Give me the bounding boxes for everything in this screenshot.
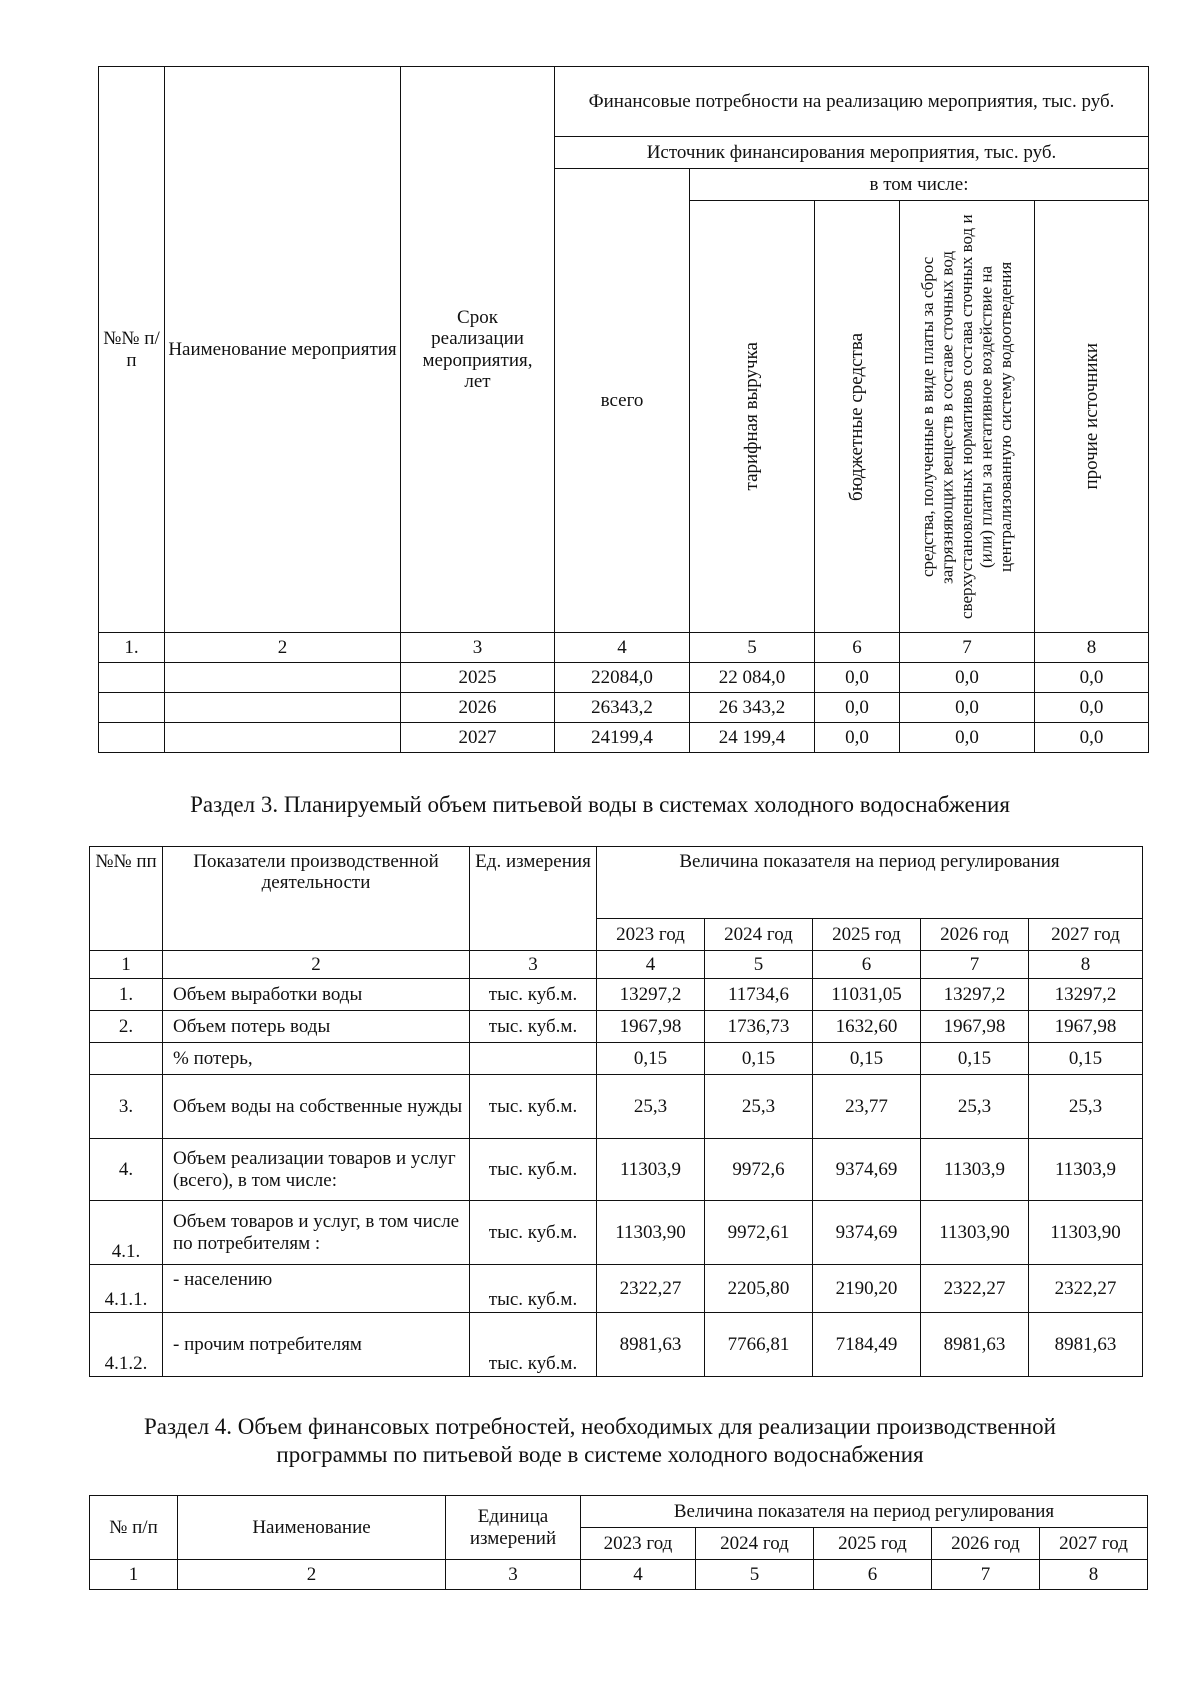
col-number: 7 [932,1560,1040,1590]
table-row [90,1075,1143,1139]
cell-unit: тыс. куб.м. [470,1075,597,1139]
cell-value: 11303,9 [1029,1139,1143,1201]
cell-value: 25,3 [1029,1075,1143,1139]
cell-unit: тыс. куб.м. [470,1201,597,1265]
cell-num: 3. [90,1075,163,1139]
cell-name: Объем товаров и услуг, в том числе по потребителям : [163,1201,470,1265]
section3-title: Раздел 3. Планируемый объем питьевой воды в системах холодного водоснабжения [190,792,1010,817]
cell-num [90,1043,163,1075]
cell-value: 1736,73 [705,1011,813,1043]
cell-value: 1967,98 [1029,1011,1143,1043]
col-header-year: 2023 год [581,1528,696,1560]
cell-value: 11303,90 [597,1201,705,1265]
cell-budget: 0,0 [815,663,900,693]
cell-other: 0,0 [1035,723,1149,753]
cell-value: 1967,98 [921,1011,1029,1043]
col-number: 8 [1029,951,1143,979]
cell-value: 9374,69 [813,1139,921,1201]
col-header-year: 2025 год [814,1528,932,1560]
financial-needs-table [89,1495,1148,1590]
cell-value: 9972,61 [705,1201,813,1265]
table-row [99,693,1149,723]
cell-name: Объем потерь воды [163,1011,470,1043]
cell-total: 24199,4 [555,723,690,753]
cell-num: 4.1.2. [90,1313,163,1377]
cell-value: 8981,63 [1029,1313,1143,1377]
cell-year: 2027 [401,723,555,753]
cell-value: 7184,49 [813,1313,921,1377]
cell-fees: 0,0 [900,693,1035,723]
col-number: 5 [705,951,813,979]
cell-total: 26343,2 [555,693,690,723]
cell-value: 1967,98 [597,1011,705,1043]
cell-value: 11303,9 [597,1139,705,1201]
col-number: 1 [90,1560,178,1590]
section4-title: Раздел 4. Объем финансовых потребностей, необходимых для реализации производственной программы по питьевой воде в системе холодного водоснабжения [144,1414,1056,1467]
cell-value: 11303,90 [1029,1201,1143,1265]
cell-unit: тыс. куб.м. [470,979,597,1011]
cell-name [165,693,401,723]
cell-unit: тыс. куб.м. [470,1139,597,1201]
cell-value: 0,15 [813,1043,921,1075]
col-header-num: №№ п/п [99,67,165,633]
col-header-other: прочие источники [1035,201,1149,633]
cell-total: 22084,0 [555,663,690,693]
col-number: 6 [813,951,921,979]
col-number: 2 [165,633,401,663]
table-row [90,1313,1143,1377]
col-header-fin-source: Источник финансирования мероприятия, тыс. руб. [555,137,1149,169]
cell-value: 0,15 [597,1043,705,1075]
cell-value: 13297,2 [921,979,1029,1011]
table-row [90,1265,1143,1313]
cell-value: 0,15 [705,1043,813,1075]
cell-num [99,693,165,723]
col-header-num: № п/п [90,1496,178,1560]
cell-year: 2025 [401,663,555,693]
col-number: 5 [690,633,815,663]
col-header-name: Наименование мероприятия [165,67,401,633]
col-header-value: Величина показателя на период регулирования [581,1496,1148,1528]
col-header-fin-needs: Финансовые потребности на реализацию мероприятия, тыс. руб. [555,67,1149,137]
col-header-total: всего [555,169,690,633]
cell-other: 0,0 [1035,663,1149,693]
col-number: 4 [555,633,690,663]
cell-value: 2322,27 [921,1265,1029,1313]
table-row [90,1201,1143,1265]
cell-value: 25,3 [921,1075,1029,1139]
cell-value: 2205,80 [705,1265,813,1313]
col-number: 2 [178,1560,446,1590]
cell-name: - населению [163,1265,470,1313]
col-header-term: Срок реализации мероприятия, лет [401,67,555,633]
cell-name [165,663,401,693]
cell-value: 8981,63 [921,1313,1029,1377]
cell-budget: 0,0 [815,693,900,723]
cell-tariff: 24 199,4 [690,723,815,753]
table-row [99,723,1149,753]
col-number: 3 [470,951,597,979]
cell-value: 11031,05 [813,979,921,1011]
cell-value: 11734,6 [705,979,813,1011]
col-number: 4 [597,951,705,979]
col-header-year: 2023 год [597,919,705,951]
cell-value: 9972,6 [705,1139,813,1201]
cell-value: 13297,2 [597,979,705,1011]
col-header-year: 2026 год [932,1528,1040,1560]
col-header-unit: Ед. измерения [470,847,597,951]
cell-value: 0,15 [1029,1043,1143,1075]
cell-value: 2190,20 [813,1265,921,1313]
col-header-value: Величина показателя на период регулирования [597,847,1143,919]
cell-num: 4. [90,1139,163,1201]
cell-value: 25,3 [597,1075,705,1139]
table-row [99,663,1149,693]
col-number: 5 [696,1560,814,1590]
col-header-num: №№ пп [90,847,163,951]
table-row [90,979,1143,1011]
financing-table [98,66,1149,753]
col-number: 6 [814,1560,932,1590]
cell-value: 2322,27 [1029,1265,1143,1313]
cell-value: 9374,69 [813,1201,921,1265]
col-header-including: в том числе: [690,169,1149,201]
cell-unit: тыс. куб.м. [470,1313,597,1377]
cell-unit [470,1043,597,1075]
col-number: 4 [581,1560,696,1590]
cell-value: 2322,27 [597,1265,705,1313]
cell-name: % потерь, [163,1043,470,1075]
cell-value: 8981,63 [597,1313,705,1377]
table-row [90,1139,1143,1201]
cell-value: 13297,2 [1029,979,1143,1011]
col-number: 1 [90,951,163,979]
cell-name [165,723,401,753]
col-number: 3 [446,1560,581,1590]
cell-num [99,723,165,753]
cell-num: 4.1.1. [90,1265,163,1313]
cell-num: 1. [90,979,163,1011]
cell-name: - прочим потребителям [163,1313,470,1377]
cell-value: 11303,9 [921,1139,1029,1201]
col-number: 8 [1040,1560,1148,1590]
cell-value: 11303,90 [921,1201,1029,1265]
cell-name: Объем выработки воды [163,979,470,1011]
cell-value: 25,3 [705,1075,813,1139]
col-number: 7 [900,633,1035,663]
col-number: 7 [921,951,1029,979]
cell-unit: тыс. куб.м. [470,1265,597,1313]
col-header-tariff: тарифная выручка [690,201,815,633]
cell-tariff: 26 343,2 [690,693,815,723]
cell-value: 1632,60 [813,1011,921,1043]
cell-fees: 0,0 [900,723,1035,753]
cell-value: 23,77 [813,1075,921,1139]
col-number: 2 [163,951,470,979]
cell-value: 7766,81 [705,1313,813,1377]
col-number: 6 [815,633,900,663]
col-header-year: 2025 год [813,919,921,951]
cell-unit: тыс. куб.м. [470,1011,597,1043]
cell-budget: 0,0 [815,723,900,753]
table-row [90,1011,1143,1043]
cell-year: 2026 [401,693,555,723]
col-header-year: 2027 год [1029,919,1143,951]
col-number: 8 [1035,633,1149,663]
col-header-year: 2024 год [696,1528,814,1560]
col-header-unit: Единица измерений [446,1496,581,1560]
cell-other: 0,0 [1035,693,1149,723]
cell-name: Объем реализации товаров и услуг (всего), в том числе: [163,1139,470,1201]
col-number: 1. [99,633,165,663]
cell-num: 2. [90,1011,163,1043]
col-header-fees: средства, полученные в виде платы за сброс загрязняющих веществ в составе сточных вод сверхустановленных нормативов состава сточных вод и (или) платы за негативное воздействие на централизованную систему водоотведения [900,201,1035,633]
col-header-budget: бюджетные средства [815,201,900,633]
cell-value: 0,15 [921,1043,1029,1075]
col-header-name: Наименование [178,1496,446,1560]
cell-num [99,663,165,693]
cell-fees: 0,0 [900,663,1035,693]
col-header-year: 2027 год [1040,1528,1148,1560]
cell-name: Объем воды на собственные нужды [163,1075,470,1139]
cell-tariff: 22 084,0 [690,663,815,693]
col-header-indicator: Показатели производственной деятельности [163,847,470,951]
water-volume-table [89,846,1143,1377]
col-header-year: 2026 год [921,919,1029,951]
col-number: 3 [401,633,555,663]
cell-num: 4.1. [90,1201,163,1265]
table-row [90,1043,1143,1075]
col-header-year: 2024 год [705,919,813,951]
